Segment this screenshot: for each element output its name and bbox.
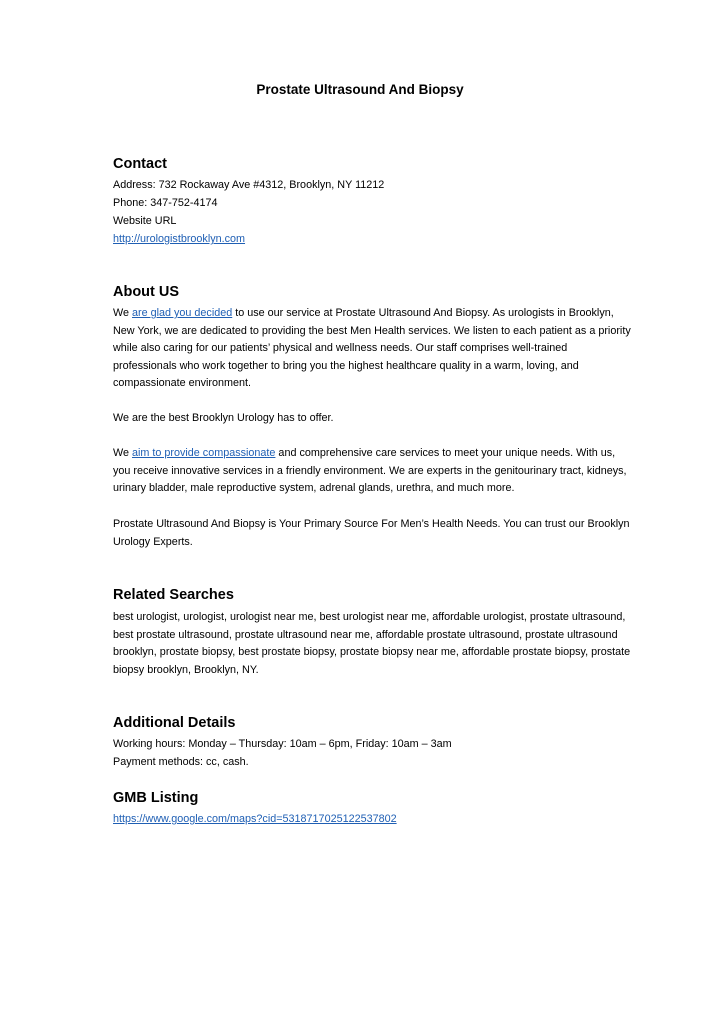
website-line <box>113 231 245 249</box>
website-link[interactable]: http://urologistbrooklyn.com <box>113 233 246 245</box>
contact-phone: Phone: 347-752-4174 <box>113 197 218 209</box>
payment-methods: Payment methods: cc, cash. <box>113 756 249 768</box>
related-heading: Related Searches <box>113 587 234 603</box>
about-link-glad[interactable]: are glad you decided <box>132 307 233 319</box>
about-p3-pre: We <box>113 447 132 459</box>
related-text: best urologist, urologist, urologist near me, best urologist near me, affordable urologist, prostate ultrasound, best prostate ultrasound, prostate ultrasound near me, affordable prostate ultrasound, prostate ultrasound brooklyn, prostate biopsy, best prostate biopsy, prostate biopsy near me, affordable prostate biopsy, prostate biopsy brooklyn, Brooklyn, NY. <box>113 611 631 676</box>
gmb-line <box>113 811 397 829</box>
about-p3-post: and comprehensive care services to meet your unique needs. With us, you receive innovative services in a friendly environment. We are experts in the genitourinary tract, kidneys, urinary bladder, male reproductive system, adrenal glands, urethra, and much more. <box>113 447 627 495</box>
gmb-link[interactable]: https://www.google.com/maps?cid=5318717025122537802 <box>113 813 397 825</box>
working-hours: Working hours: Monday – Thursday: 10am – 6pm, Friday: 10am – 3am <box>113 738 452 750</box>
contact-address: Address: 732 Rockaway Ave #4312, Brooklyn, NY 11212 <box>113 179 385 191</box>
about-heading: About US <box>113 284 180 300</box>
about-paragraph-4: Prostate Ultrasound And Biopsy is Your Primary Source For Men’s Health Needs. You can trust our Brooklyn Urology Experts. <box>113 518 630 548</box>
about-p1-post: to use our service at Prostate Ultrasound And Biopsy. As urologists in Brooklyn, New York, we are dedicated to providing the best Men Health services. We listen to each patient as a priority while also caring for our patients’ physical and wellness needs. Our staff comprises well-trained professionals who work together to bring you the highest healthcare quality in a warm, loving, and compassionate environment. <box>113 307 631 390</box>
about-paragraph-3 <box>113 445 633 498</box>
gmb-heading: GMB Listing <box>113 790 199 806</box>
about-p1-pre: We <box>113 307 132 319</box>
website-label: Website URL <box>113 215 177 227</box>
about-paragraph-2: We are the best Brooklyn Urology has to offer. <box>113 412 334 424</box>
document-title: Prostate Ultrasound And Biopsy <box>256 82 464 97</box>
about-paragraph-1 <box>113 305 633 393</box>
contact-heading: Contact <box>113 156 167 172</box>
additional-heading: Additional Details <box>113 715 236 731</box>
about-link-compassionate[interactable]: aim to provide compassionate <box>132 447 276 459</box>
